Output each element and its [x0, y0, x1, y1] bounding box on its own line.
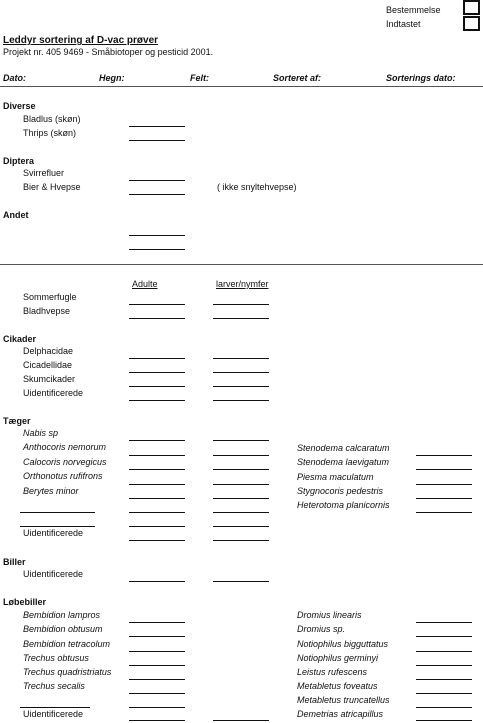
taeger-adulte-field[interactable] [129, 512, 185, 513]
lobebiller-right-field[interactable] [416, 651, 472, 652]
taeger-right-field[interactable] [416, 455, 472, 456]
andet-heading: Andet [3, 210, 29, 220]
taeger-larver-field[interactable] [213, 440, 269, 441]
cikader-adulte-field[interactable] [129, 400, 185, 401]
lobebiller-right-field[interactable] [416, 693, 472, 694]
bestemmelse-checkbox[interactable] [463, 0, 480, 15]
header-divider [0, 86, 483, 87]
cikader-larver-field[interactable] [213, 372, 269, 373]
lobebiller-right-field[interactable] [416, 720, 472, 721]
taeger-right-field[interactable] [416, 484, 472, 485]
taeger-right-field[interactable] [416, 498, 472, 499]
larver-column-header: larver/nymfer [216, 279, 269, 289]
sommerfugle-larver-field[interactable] [213, 304, 269, 305]
lobebiller-adulte-field[interactable] [129, 707, 185, 708]
project-line: Projekt nr. 405 9469 - Småbiotoper og pesticid 2001. [3, 47, 214, 57]
sorterings-dato-label: Sorterings dato: [386, 73, 456, 83]
biller-adulte-field[interactable] [129, 581, 185, 582]
sorteret-af-label: Sorteret af: [273, 73, 322, 83]
lobebiller-species: Bembidion tetracolum [23, 639, 111, 649]
bier-note: ( ikke snyltehvepse) [217, 182, 297, 192]
biller-heading: Biller [3, 557, 26, 567]
bier-field[interactable] [129, 194, 185, 195]
lobebiller-species: Trechus quadristriatus [23, 667, 112, 677]
taeger-unidentified-adulte-field[interactable] [129, 540, 185, 541]
andet-field-1[interactable] [129, 235, 185, 236]
lobebiller-adulte-field[interactable] [129, 693, 185, 694]
lobebiller-species: Dromius linearis [297, 610, 362, 620]
lobebiller-species: Bembidion obtusum [23, 624, 103, 634]
bladlus-label: Bladlus (skøn) [23, 114, 81, 124]
felt-label: Felt: [190, 73, 209, 83]
adulte-column-header: Adulte [132, 279, 158, 289]
bladhvepse-adulte-field[interactable] [129, 318, 185, 319]
taeger-species: Stygnocoris pedestris [297, 486, 384, 496]
taeger-right-field[interactable] [416, 512, 472, 513]
taeger-larver-field[interactable] [213, 455, 269, 456]
diverse-heading: Diverse [3, 101, 36, 111]
thrips-field[interactable] [129, 140, 185, 141]
taeger-adulte-field[interactable] [129, 455, 185, 456]
svirrefluer-label: Svirrefluer [23, 168, 65, 178]
taeger-right-field[interactable] [416, 469, 472, 470]
lobebiller-adulte-field[interactable] [129, 665, 185, 666]
taeger-adulte-field[interactable] [129, 469, 185, 470]
taeger-adulte-field[interactable] [129, 484, 185, 485]
taeger-species: Anthocoris nemorum [23, 442, 107, 452]
hegn-label: Hegn: [99, 73, 125, 83]
lobebiller-adulte-field[interactable] [129, 636, 185, 637]
taeger-larver-field[interactable] [213, 498, 269, 499]
taeger-species: Berytes minor [23, 486, 79, 496]
thrips-label: Thrips (skøn) [23, 128, 77, 138]
taeger-species: Stenodema calcaratum [297, 443, 390, 453]
bladhvepse-label: Bladhvepse [23, 306, 71, 316]
bier-label: Bier & Hvepse [23, 182, 81, 192]
cikader-adulte-field[interactable] [129, 358, 185, 359]
sommerfugle-label: Sommerfugle [23, 292, 77, 302]
lobebiller-adulte-field[interactable] [129, 651, 185, 652]
taeger-adulte-field[interactable] [129, 440, 185, 441]
andet-field-2[interactable] [129, 249, 185, 250]
lobebiller-species: Leistus rufescens [297, 667, 368, 677]
cikader-larver-field[interactable] [213, 400, 269, 401]
lobebiller-custom-name-field[interactable] [20, 707, 90, 708]
cikader-heading: Cikader [3, 334, 37, 344]
section-divider [0, 264, 483, 265]
sommerfugle-adulte-field[interactable] [129, 304, 185, 305]
cikader-larver-field[interactable] [213, 358, 269, 359]
bestemmelse-label: Bestemmelse [386, 5, 441, 15]
lobebiller-species: Demetrias atricapillus [297, 709, 384, 719]
taeger-unidentified-label: Uidentificerede [23, 528, 84, 538]
biller-unidentified-label: Uidentificerede [23, 569, 84, 579]
taeger-custom-name-field[interactable] [20, 512, 95, 513]
lobebiller-right-field[interactable] [416, 636, 472, 637]
document-title: Leddyr sortering af D-vac prøver [3, 35, 159, 46]
dato-label: Dato: [3, 73, 26, 83]
taeger-species: Piesma maculatum [297, 472, 374, 482]
taeger-adulte-field[interactable] [129, 498, 185, 499]
taeger-custom-name-field[interactable] [20, 526, 95, 527]
taeger-species: Nabis sp [23, 428, 59, 438]
lobebiller-unidentified-label: Uidentificerede [23, 709, 84, 719]
taeger-adulte-field[interactable] [129, 526, 185, 527]
indtastet-label: Indtastet [386, 19, 421, 29]
bladhvepse-larver-field[interactable] [213, 318, 269, 319]
taeger-larver-field[interactable] [213, 512, 269, 513]
lobebiller-species: Trechus secalis [23, 681, 85, 691]
diptera-heading: Diptera [3, 156, 35, 166]
cikader-item: Cicadellidae [23, 360, 73, 370]
lobebiller-right-field[interactable] [416, 665, 472, 666]
taeger-heading: Tæger [3, 416, 31, 426]
lobebiller-adulte-field[interactable] [129, 679, 185, 680]
cikader-item: Uidentificerede [23, 388, 84, 398]
cikader-larver-field[interactable] [213, 386, 269, 387]
lobebiller-species: Dromius sp. [297, 624, 346, 634]
lobebiller-species: Bembidion lampros [23, 610, 101, 620]
taeger-larver-field[interactable] [213, 469, 269, 470]
lobebiller-adulte-field[interactable] [129, 622, 185, 623]
taeger-species: Stenodema laevigatum [297, 457, 390, 467]
svirrefluer-field[interactable] [129, 180, 185, 181]
taeger-unidentified-larver-field[interactable] [213, 540, 269, 541]
cikader-item: Delphacidae [23, 346, 74, 356]
lobebiller-right-field[interactable] [416, 707, 472, 708]
lobebiller-species: Notiophilus germinyi [297, 653, 379, 663]
lobebiller-unidentified-larver-field[interactable] [213, 720, 269, 721]
cikader-adulte-field[interactable] [129, 386, 185, 387]
lobebiller-species: Notiophilus bigguttatus [297, 639, 389, 649]
cikader-item: Skumcikader [23, 374, 76, 384]
indtastet-checkbox[interactable] [463, 16, 480, 31]
bladlus-field[interactable] [129, 126, 185, 127]
lobebiller-species: Metabletus truncatellus [297, 695, 390, 705]
taeger-species: Heterotoma planicornis [297, 500, 390, 510]
taeger-larver-field[interactable] [213, 484, 269, 485]
lobebiller-species: Trechus obtusus [23, 653, 89, 663]
biller-larver-field[interactable] [213, 581, 269, 582]
taeger-species: Orthonotus rufifrons [23, 471, 103, 481]
lobebiller-species: Metabletus foveatus [297, 681, 378, 691]
lobebiller-right-field[interactable] [416, 622, 472, 623]
taeger-species: Calocoris norvegicus [23, 457, 107, 467]
taeger-larver-field[interactable] [213, 526, 269, 527]
lobebiller-right-field[interactable] [416, 679, 472, 680]
cikader-adulte-field[interactable] [129, 372, 185, 373]
lobebiller-unidentified-adulte-field[interactable] [129, 720, 185, 721]
lobebiller-heading: Løbebiller [3, 597, 47, 607]
